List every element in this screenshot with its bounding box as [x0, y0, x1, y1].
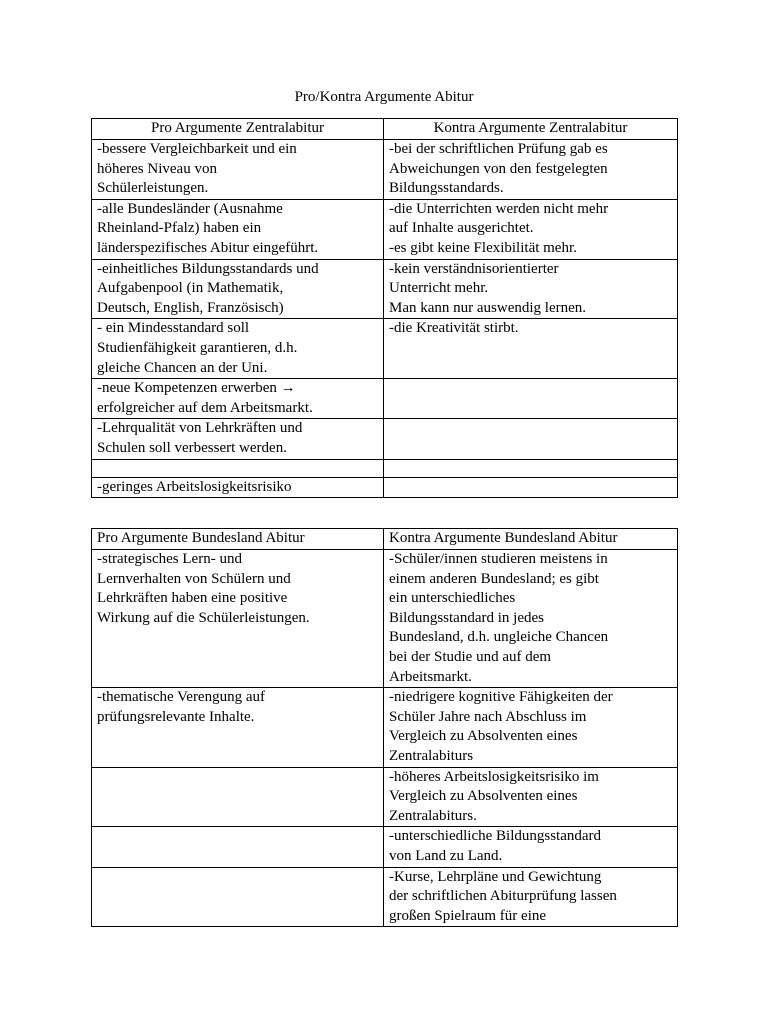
kontra-cell: [384, 459, 678, 477]
table-row: [92, 550, 678, 688]
kontra-cell: -höheres Arbeitslosigkeitsrisiko im Vergleich zu Absolventen eines Zentralabiturs.: [384, 767, 678, 827]
kontra-cell: -kein verständnisorientierter Unterricht mehr. Man kann nur auswendig lernen.: [384, 259, 678, 319]
kontra-cell: -Kurse, Lehrpläne und Gewichtung der schriftlichen Abiturprüfung lassen großen Spielraum für eine: [384, 867, 678, 927]
table-row: [92, 477, 678, 498]
table-row: [92, 379, 678, 419]
header-kontra-bundesland: Kontra Argumente Bundesland Abitur: [384, 529, 678, 550]
table-row: [92, 688, 678, 767]
pro-cell: [92, 767, 384, 827]
header-pro-bundesland: Pro Argumente Bundesland Abitur: [92, 529, 384, 550]
table-row: [92, 419, 678, 459]
kontra-cell: -niedrigere kognitive Fähigkeiten der Schüler Jahre nach Abschluss im Vergleich zu Absolventen eines Zentralabiturs: [384, 688, 678, 767]
table-header-row: [92, 529, 678, 550]
pro-cell: -einheitliches Bildungsstandards und Aufgabenpool (in Mathematik, Deutsch, English, Französisch): [92, 259, 384, 319]
kontra-cell: -Schüler/innen studieren meistens in einem anderen Bundesland; es gibt ein unterschiedliches Bildungsstandard in jedes Bundesland, d.h. ungleiche Chancen bei der Studie und auf dem Arbeitsmarkt.: [384, 550, 678, 688]
table-header-row: [92, 119, 678, 140]
table-row: [92, 767, 678, 827]
table-row: [92, 319, 678, 379]
table-row: [92, 199, 678, 259]
pro-cell: -strategisches Lern- und Lernverhalten von Schülern und Lehrkräften haben eine positive Wirkung auf die Schülerleistungen.: [92, 550, 384, 688]
header-pro-zentralabitur: Pro Argumente Zentralabitur: [92, 119, 384, 140]
pro-cell: [92, 867, 384, 927]
kontra-cell: [384, 419, 678, 459]
pro-cell: -neue Kompetenzen erwerben → erfolgreicher auf dem Arbeitsmarkt.: [92, 379, 384, 419]
kontra-cell: -die Unterrichten werden nicht mehr auf Inhalte ausgerichtet. -es gibt keine Flexibilität mehr.: [384, 199, 678, 259]
table-row: [92, 140, 678, 200]
pro-cell: [92, 459, 384, 477]
table-row-empty: [92, 459, 678, 477]
kontra-cell: -bei der schriftlichen Prüfung gab es Abweichungen von den festgelegten Bildungsstandards.: [384, 140, 678, 200]
table-row: [92, 827, 678, 867]
pro-cell: -Lehrqualität von Lehrkräften und Schulen soll verbessert werden.: [92, 419, 384, 459]
pro-cell: [92, 827, 384, 867]
kontra-cell: -die Kreativität stirbt.: [384, 319, 678, 379]
pro-cell: -thematische Verengung auf prüfungsrelevante Inhalte.: [92, 688, 384, 767]
kontra-cell: -unterschiedliche Bildungsstandard von Land zu Land.: [384, 827, 678, 867]
pro-cell: - ein Mindesstandard soll Studienfähigkeit garantieren, d.h. gleiche Chancen an der Uni.: [92, 319, 384, 379]
pro-cell: -geringes Arbeitslosigkeitsrisiko: [92, 477, 384, 498]
table-row: [92, 867, 678, 927]
pro-cell: -alle Bundesländer (Ausnahme Rheinland-Pfalz) haben ein länderspezifisches Abitur eingeführt.: [92, 199, 384, 259]
table-row: [92, 259, 678, 319]
kontra-cell: [384, 379, 678, 419]
pro-cell: -bessere Vergleichbarkeit und ein höheres Niveau von Schülerleistungen.: [92, 140, 384, 200]
header-kontra-zentralabitur: Kontra Argumente Zentralabitur: [384, 119, 678, 140]
kontra-cell: [384, 477, 678, 498]
zentralabitur-table: [91, 118, 678, 498]
page-title: Pro/Kontra Argumente Abitur: [294, 89, 474, 105]
bundesland-abitur-table: [91, 528, 678, 927]
